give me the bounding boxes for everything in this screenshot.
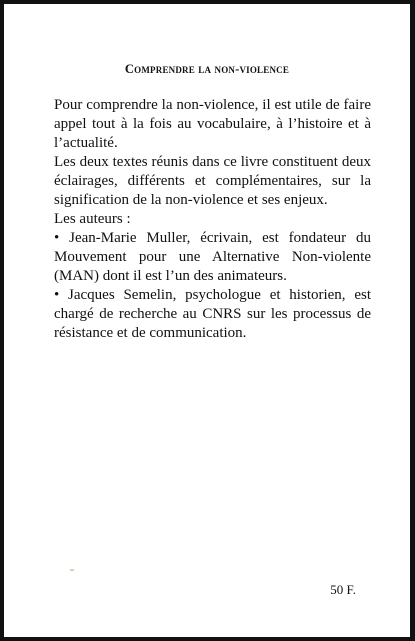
price-label: 50 F. xyxy=(330,582,356,597)
paragraph-intro: Pour comprendre la non-violence, il est utile de faire appel tout à la fois au vocabulaire, à l’histoire et à l’actualité. xyxy=(54,97,371,151)
cover-title: Comprendre la non-violence xyxy=(124,62,290,76)
paragraph-description: Les deux textes réunis dans ce livre constituent deux éclairages, différents et complémentaires, sur la signification de la non-violence et ses enjeux. xyxy=(54,154,371,208)
paragraph-authors-heading: Les auteurs : xyxy=(54,211,131,227)
paragraph-author-muller: • Jean-Marie Muller, écrivain, est fondateur du Mouvement pour une Alternative Non-violente (MAN) dont il est l’un des animateurs. xyxy=(54,230,371,284)
paragraph-author-semelin: • Jacques Semelin, psychologue et historien, est chargé de recherche au CNRS sur les processus de résistance et de communication. xyxy=(54,287,371,341)
blurb-text xyxy=(54,96,371,343)
paper-speck xyxy=(70,569,74,571)
